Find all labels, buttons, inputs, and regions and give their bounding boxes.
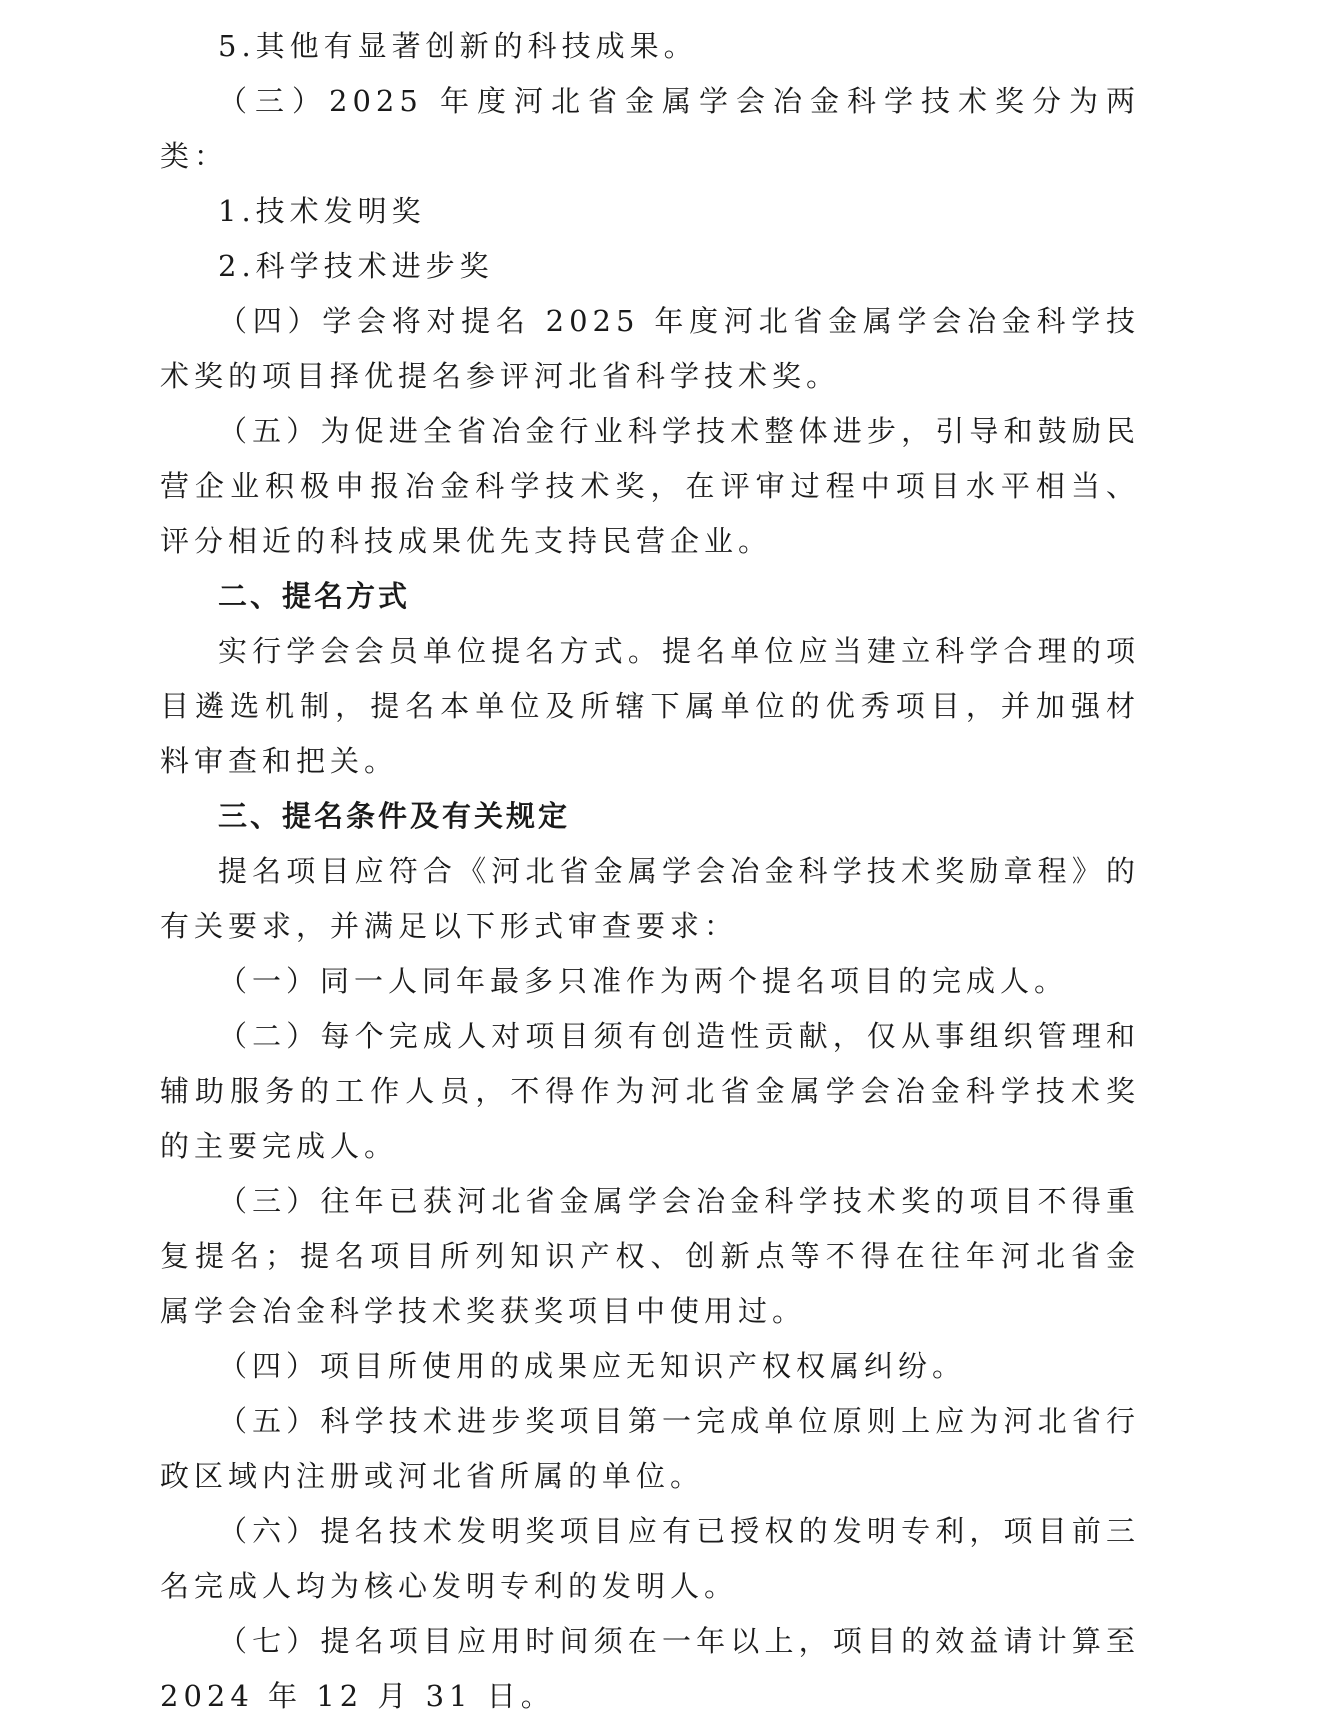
paragraph-condition-3: （三）往年已获河北省金属学会冶金科学技术奖的项目不得重复提名；提名项目所列知识产权、创新点等不得在往年河北省金属学会冶金科学技术奖获奖项目中使用过。 xyxy=(160,1184,1140,1328)
paragraph-private-enterprise-support: （五）为促进全省冶金行业科学技术整体进步，引导和鼓励民营企业积极申报冶金科学技术奖，在评审过程中项目水平相当、评分相近的科技成果优先支持民营企业。 xyxy=(160,414,1140,558)
paragraph-condition-4: （四）项目所使用的成果应无知识产权权属纠纷。 xyxy=(218,1349,967,1383)
section-heading-nomination-method: 二、提名方式 xyxy=(218,579,411,613)
paragraph-award-categories: （三）2025 年度河北省金属学会冶金科学技术奖分为两类： xyxy=(160,84,1140,173)
paragraph-scientific-progress-award: 2.科学技术进步奖 xyxy=(218,249,494,283)
section-heading-nomination-conditions: 三、提名条件及有关规定 xyxy=(218,799,571,833)
paragraph-conditions-intro: 提名项目应符合《河北省金属学会冶金科学技术奖励章程》的有关要求，并满足以下形式审查要求： xyxy=(160,854,1140,943)
paragraph-item-5-other-achievements: 5.其他有显著创新的科技成果。 xyxy=(218,29,698,63)
document-body xyxy=(160,19,1140,1724)
paragraph-condition-7: （七）提名项目应用时间须在一年以上，项目的效益请计算至 2024 年 12 月 31 日。 xyxy=(160,1624,1140,1713)
paragraph-nomination-method: 实行学会会员单位提名方式。提名单位应当建立科学合理的项目遴选机制，提名本单位及所辖下属单位的优秀项目，并加强材料审查和把关。 xyxy=(160,634,1140,778)
paragraph-technical-invention-award: 1.技术发明奖 xyxy=(218,194,426,228)
paragraph-condition-6: （六）提名技术发明奖项目应有已授权的发明专利，项目前三名完成人均为核心发明专利的发明人。 xyxy=(160,1514,1140,1603)
paragraph-provincial-nomination: （四）学会将对提名 2025 年度河北省金属学会冶金科学技术奖的项目择优提名参评河北省科学技术奖。 xyxy=(160,304,1140,393)
paragraph-condition-1: （一）同一人同年最多只准作为两个提名项目的完成人。 xyxy=(218,964,1069,998)
paragraph-condition-2: （二）每个完成人对项目须有创造性贡献，仅从事组织管理和辅助服务的工作人员，不得作为河北省金属学会冶金科学技术奖的主要完成人。 xyxy=(160,1019,1140,1163)
paragraph-condition-5: （五）科学技术进步奖项目第一完成单位原则上应为河北省行政区域内注册或河北省所属的单位。 xyxy=(160,1404,1140,1493)
